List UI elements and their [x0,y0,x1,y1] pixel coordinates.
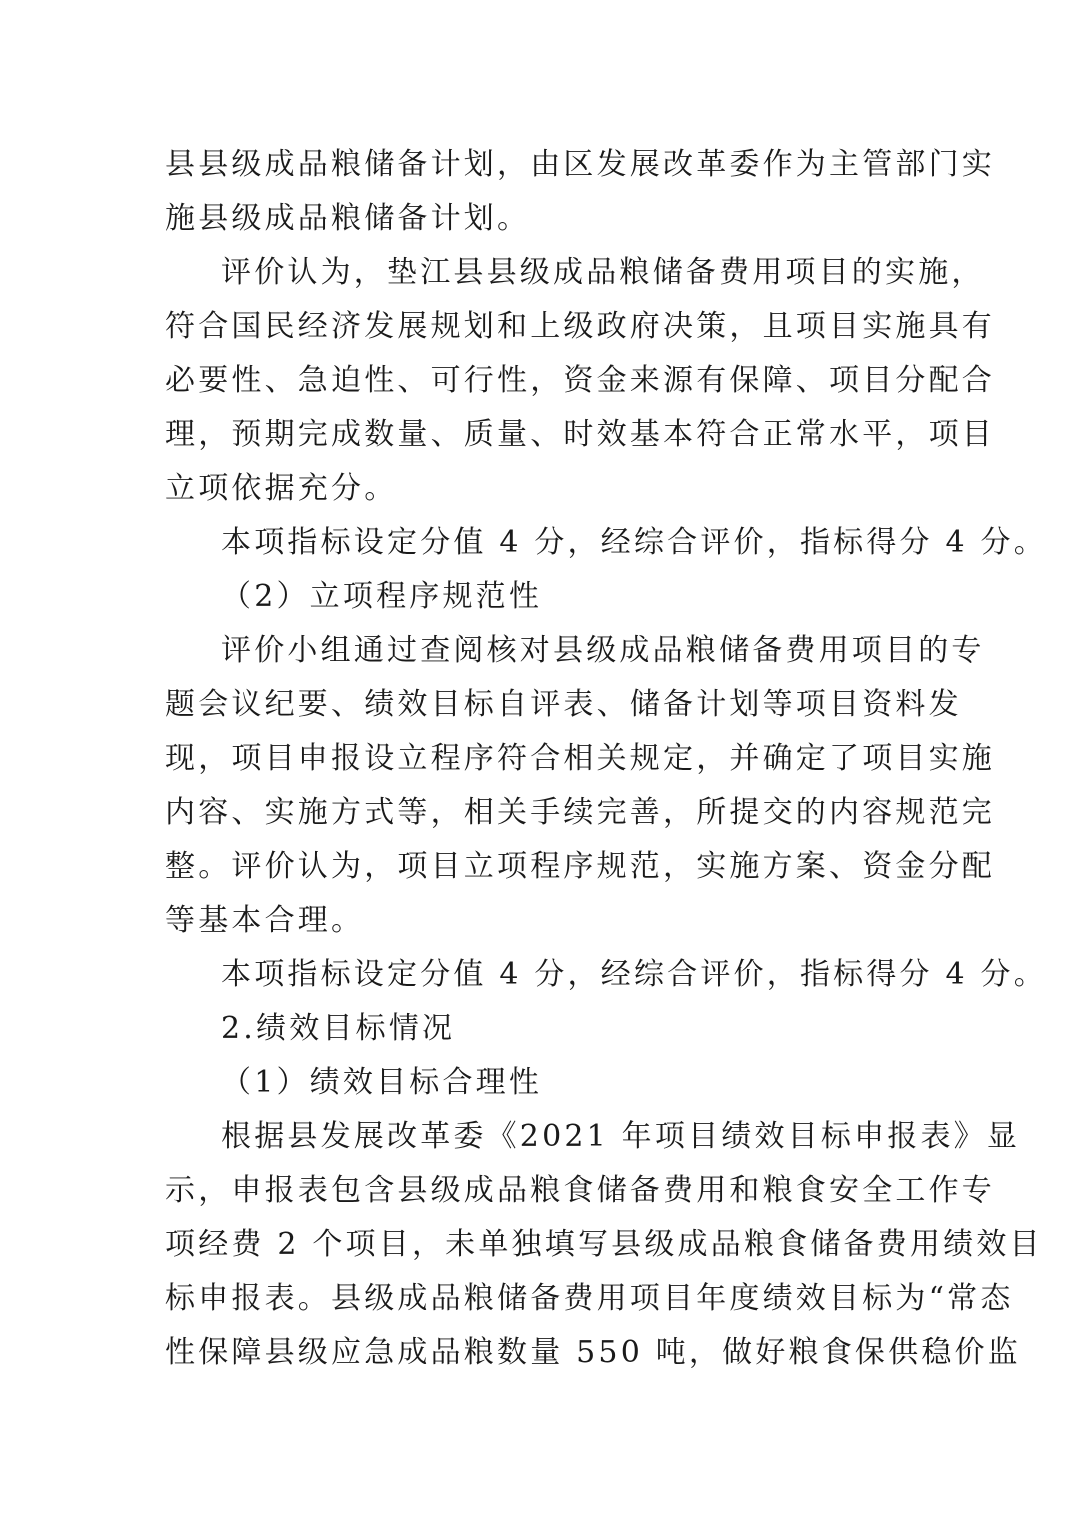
text-line: 评价小组通过查阅核对县级成品粮储备费用项目的专 [221,633,985,668]
text-line: 施县级成品粮储备计划。 [165,201,531,236]
section-heading: 2.绩效目标情况 [221,1011,456,1046]
text-line: 内容、实施方式等，相关手续完善，所提交的内容规范完 [165,795,995,830]
section-heading: （1）绩效目标合理性 [221,1065,543,1100]
text-line: 题会议纪要、绩效目标自评表、储备计划等项目资料发 [165,687,962,722]
text-line: 性保障县级应急成品粮数量 550 吨，做好粮食保供稳价监 [165,1335,1021,1370]
text-line: 整。评价认为，项目立项程序规范，实施方案、资金分配 [165,849,995,884]
text-line: 符合国民经济发展规划和上级政府决策，且项目实施具有 [165,309,995,344]
text-line: 本项指标设定分值 4 分，经综合评价，指标得分 4 分。 [221,525,1047,560]
text-line: 评价认为，垫江县县级成品粮储备费用项目的实施， [221,255,985,290]
text-line: 标申报表。县级成品粮储备费用项目年度绩效目标为“常态 [165,1281,1014,1316]
text-line: 现，项目申报设立程序符合相关规定，并确定了项目实施 [165,741,995,776]
section-heading: （2）立项程序规范性 [221,579,543,614]
text-line: 等基本合理。 [165,903,365,938]
text-line: 本项指标设定分值 4 分，经综合评价，指标得分 4 分。 [221,957,1047,992]
text-line: 县县级成品粮储备计划，由区发展改革委作为主管部门实 [165,147,995,182]
text-line: 理，预期完成数量、质量、时效基本符合正常水平，项目 [165,417,995,452]
text-line: 示，申报表包含县级成品粮食储备费用和粮食安全工作专 [165,1173,995,1208]
text-line: 项经费 2 个项目，未单独填写县级成品粮食储备费用绩效目 [165,1227,1043,1262]
text-line: 根据县发展改革委《2021 年项目绩效目标申报表》显 [221,1119,1021,1154]
text-line: 立项依据充分。 [165,471,398,506]
text-line: 必要性、急迫性、可行性，资金来源有保障、项目分配合 [165,363,995,398]
